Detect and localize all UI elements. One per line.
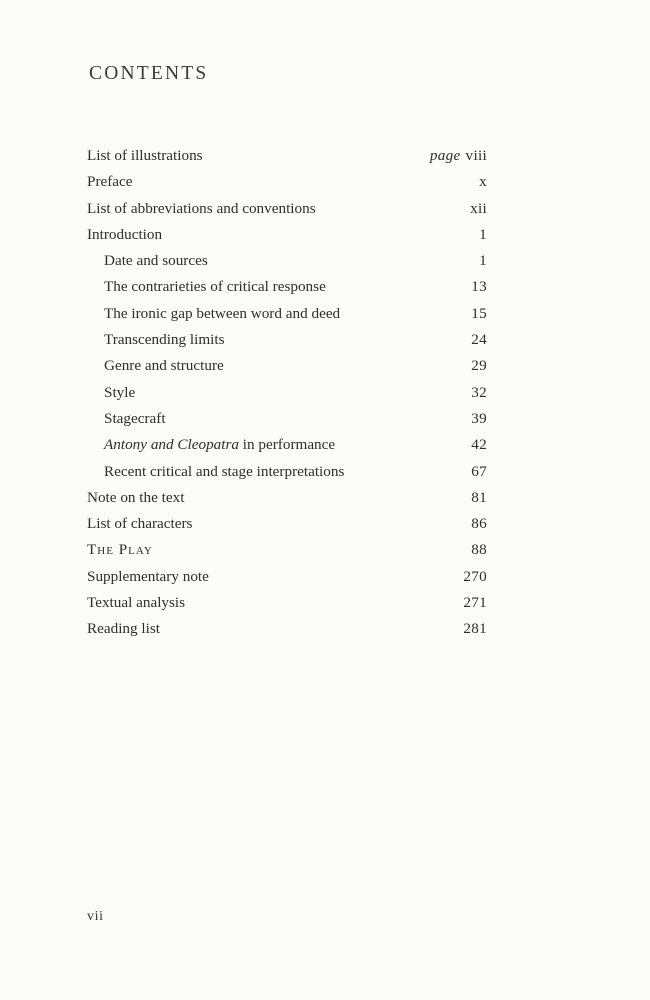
toc-entry-title: List of illustrations: [87, 147, 203, 164]
toc-entry-title: The Play: [87, 541, 153, 559]
toc-entry-reading-list: [87, 616, 487, 642]
toc-entry-list-of-illustrations: [87, 143, 487, 169]
toc-entry-page-number: 88: [471, 541, 487, 559]
toc-entry-title: Genre and structure: [104, 357, 224, 375]
toc-entry-page-number: 39: [471, 409, 487, 427]
toc-entry-supplementary-note: [87, 564, 487, 590]
toc-entry-page-number: xii: [470, 199, 487, 217]
toc-entry-title: [87, 432, 335, 458]
toc-entry-page-number: 13: [471, 278, 487, 296]
toc-entry-page-number: 271: [463, 594, 487, 612]
toc-entry-page-number: 42: [471, 436, 487, 454]
toc-entry-page-number: 1: [479, 252, 487, 270]
toc-entry-title: Textual analysis: [87, 594, 186, 612]
toc-subentry-recent-interpretations: [87, 459, 487, 485]
toc-entry-page-number: viii: [465, 147, 487, 164]
toc-entry-page-number: 67: [471, 462, 487, 480]
toc-entry-page-number: 24: [471, 331, 487, 349]
toc-entry-introduction: [87, 222, 487, 248]
toc-subentry-ironic-gap: [87, 301, 487, 327]
toc-subentry-genre-and-structure: [87, 353, 487, 379]
toc-entry-title: Stagecraft: [104, 409, 166, 427]
toc-entry-page-number: 270: [463, 567, 487, 585]
toc-subentry-stagecraft: [87, 406, 487, 432]
toc-entry-abbreviations: [87, 196, 487, 222]
toc-entry-title-rest: in performance: [239, 436, 336, 454]
toc-entry-page: [430, 143, 487, 169]
toc-entry-page-number: 1: [479, 225, 487, 243]
toc-entry-title: Preface: [87, 173, 133, 191]
toc-subentry-style: [87, 380, 487, 406]
page-folio: vii: [87, 909, 104, 924]
toc-entry-textual-analysis: [87, 590, 487, 616]
toc-entry-title: Transcending limits: [104, 331, 225, 349]
toc-entry-title: Reading list: [87, 620, 160, 638]
toc-subentry-transcending-limits: [87, 327, 487, 353]
toc-entry-title: Supplementary note: [87, 567, 209, 585]
toc-entry-page-number: 81: [471, 488, 487, 506]
contents-heading: CONTENTS: [89, 63, 209, 84]
toc-subentry-in-performance: [87, 432, 487, 458]
toc-entry-title: The ironic gap between word and deed: [104, 304, 341, 322]
toc-entry-page-number: 15: [471, 304, 487, 322]
play-title-italic: Antony and Cleopatra: [104, 436, 239, 454]
toc-entry-title: Date and sources: [104, 252, 208, 270]
toc-subentry-contrarieties: [87, 274, 487, 300]
toc-entry-page-number: x: [479, 173, 487, 191]
toc-entry-title: Introduction: [87, 225, 163, 243]
toc-entry-the-play: [87, 537, 487, 563]
table-of-contents: [87, 143, 487, 643]
toc-subentry-date-and-sources: [87, 248, 487, 274]
toc-entry-page-number: 281: [463, 620, 487, 638]
page-word: page: [429, 147, 461, 164]
toc-entry-title: Note on the text: [87, 488, 185, 506]
toc-entry-page-number: 32: [471, 383, 487, 401]
toc-entry-title: Style: [104, 383, 136, 401]
toc-entry-title: Recent critical and stage interpretations: [104, 462, 345, 480]
toc-entry-preface: [87, 169, 487, 195]
toc-entry-title: List of characters: [87, 515, 193, 533]
toc-entry-note-on-text: [87, 485, 487, 511]
toc-entry-list-of-characters: [87, 511, 487, 537]
toc-entry-title: The contrarieties of critical response: [104, 278, 326, 296]
toc-entry-title: List of abbreviations and conventions: [87, 199, 316, 217]
toc-entry-page-number: 86: [471, 515, 487, 533]
toc-entry-page-number: 29: [471, 357, 487, 375]
